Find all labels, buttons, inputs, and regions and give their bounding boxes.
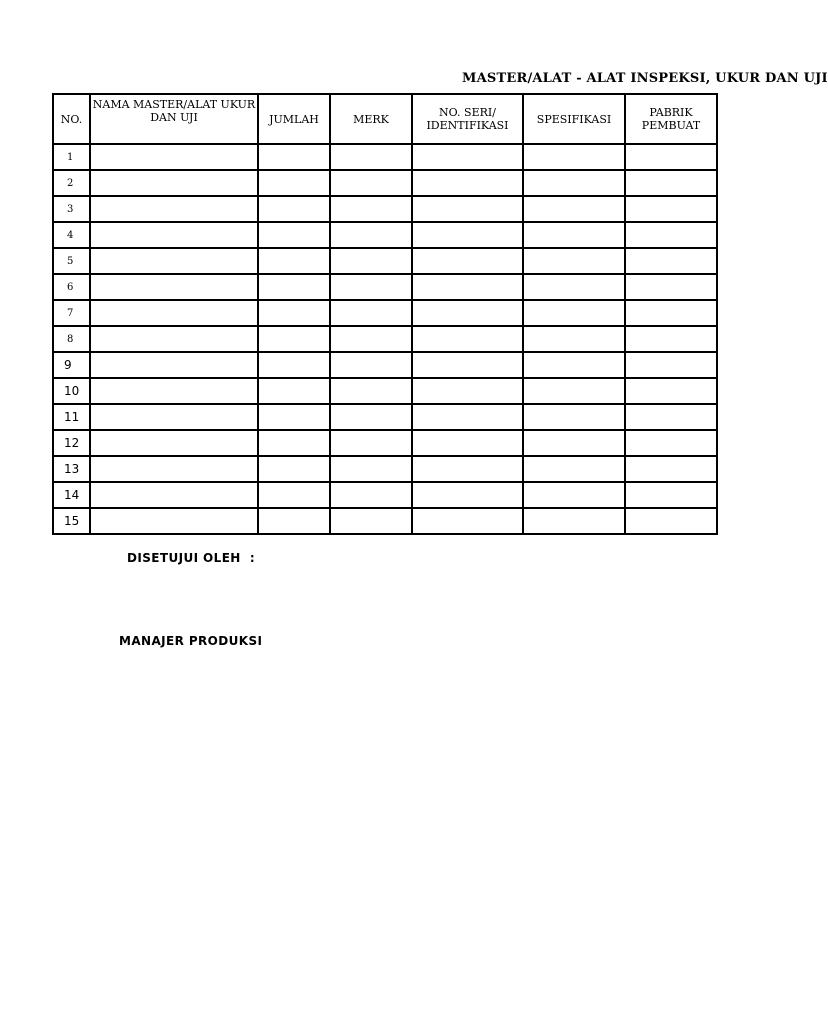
no-seri-cell[interactable] bbox=[412, 300, 523, 326]
row-number: 8 bbox=[53, 326, 90, 352]
nama-cell[interactable] bbox=[90, 404, 258, 430]
nama-cell[interactable] bbox=[90, 508, 258, 534]
jumlah-cell[interactable] bbox=[258, 170, 330, 196]
nama-cell[interactable] bbox=[90, 430, 258, 456]
jumlah-cell[interactable] bbox=[258, 248, 330, 274]
table-row bbox=[53, 430, 717, 456]
pabrik-cell[interactable] bbox=[625, 196, 717, 222]
merk-cell[interactable] bbox=[330, 456, 412, 482]
row-number: 9 bbox=[53, 352, 90, 378]
table-row bbox=[53, 222, 717, 248]
spesifikasi-cell[interactable] bbox=[523, 430, 625, 456]
nama-cell[interactable] bbox=[90, 326, 258, 352]
jumlah-cell[interactable] bbox=[258, 404, 330, 430]
pabrik-cell[interactable] bbox=[625, 274, 717, 300]
spesifikasi-cell[interactable] bbox=[523, 404, 625, 430]
table-row bbox=[53, 482, 717, 508]
jumlah-cell[interactable] bbox=[258, 144, 330, 170]
table-row bbox=[53, 404, 717, 430]
nama-cell[interactable] bbox=[90, 300, 258, 326]
nama-cell[interactable] bbox=[90, 378, 258, 404]
spesifikasi-cell[interactable] bbox=[523, 144, 625, 170]
no-seri-cell[interactable] bbox=[412, 248, 523, 274]
table-body bbox=[53, 144, 717, 534]
pabrik-cell[interactable] bbox=[625, 352, 717, 378]
no-seri-cell[interactable] bbox=[412, 378, 523, 404]
spesifikasi-cell[interactable] bbox=[523, 274, 625, 300]
merk-cell[interactable] bbox=[330, 144, 412, 170]
spesifikasi-cell[interactable] bbox=[523, 352, 625, 378]
merk-cell[interactable] bbox=[330, 170, 412, 196]
no-seri-cell[interactable] bbox=[412, 430, 523, 456]
row-number: 6 bbox=[53, 274, 90, 300]
table-row bbox=[53, 300, 717, 326]
pabrik-cell[interactable] bbox=[625, 378, 717, 404]
row-number: 5 bbox=[53, 248, 90, 274]
merk-cell[interactable] bbox=[330, 196, 412, 222]
merk-cell[interactable] bbox=[330, 248, 412, 274]
no-seri-cell[interactable] bbox=[412, 274, 523, 300]
table-row bbox=[53, 352, 717, 378]
spesifikasi-cell[interactable] bbox=[523, 378, 625, 404]
no-seri-cell[interactable] bbox=[412, 404, 523, 430]
spesifikasi-cell[interactable] bbox=[523, 222, 625, 248]
merk-cell[interactable] bbox=[330, 352, 412, 378]
table-row bbox=[53, 144, 717, 170]
spesifikasi-cell[interactable] bbox=[523, 456, 625, 482]
nama-cell[interactable] bbox=[90, 274, 258, 300]
merk-cell[interactable] bbox=[330, 222, 412, 248]
no-seri-cell[interactable] bbox=[412, 508, 523, 534]
row-number: 13 bbox=[53, 456, 90, 482]
pabrik-cell[interactable] bbox=[625, 248, 717, 274]
no-seri-cell[interactable] bbox=[412, 352, 523, 378]
jumlah-cell[interactable] bbox=[258, 430, 330, 456]
spesifikasi-cell[interactable] bbox=[523, 482, 625, 508]
pabrik-cell[interactable] bbox=[625, 404, 717, 430]
column-header-nama: NAMA MASTER/ALAT UKUR DAN UJI bbox=[90, 94, 258, 144]
spesifikasi-cell[interactable] bbox=[523, 248, 625, 274]
column-header-pabrik: PABRIK PEMBUAT bbox=[625, 94, 717, 144]
row-number: 1 bbox=[53, 144, 90, 170]
jumlah-cell[interactable] bbox=[258, 300, 330, 326]
merk-cell[interactable] bbox=[330, 300, 412, 326]
nama-cell[interactable] bbox=[90, 352, 258, 378]
pabrik-cell[interactable] bbox=[625, 300, 717, 326]
merk-cell[interactable] bbox=[330, 430, 412, 456]
table-row bbox=[53, 326, 717, 352]
table-row bbox=[53, 456, 717, 482]
pabrik-cell[interactable] bbox=[625, 508, 717, 534]
merk-cell[interactable] bbox=[330, 404, 412, 430]
no-seri-cell[interactable] bbox=[412, 482, 523, 508]
spesifikasi-cell[interactable] bbox=[523, 326, 625, 352]
row-number: 14 bbox=[53, 482, 90, 508]
column-header-no: NO. bbox=[53, 94, 90, 144]
row-number: 2 bbox=[53, 170, 90, 196]
no-seri-cell[interactable] bbox=[412, 326, 523, 352]
merk-cell[interactable] bbox=[330, 482, 412, 508]
nama-cell[interactable] bbox=[90, 170, 258, 196]
signer-title: MANAJER PRODUKSI bbox=[119, 634, 263, 648]
pabrik-cell[interactable] bbox=[625, 326, 717, 352]
row-number: 4 bbox=[53, 222, 90, 248]
table-row bbox=[53, 508, 717, 534]
table-row bbox=[53, 248, 717, 274]
jumlah-cell[interactable] bbox=[258, 378, 330, 404]
inventory-table bbox=[52, 93, 718, 535]
jumlah-cell[interactable] bbox=[258, 508, 330, 534]
column-header-merk: MERK bbox=[330, 94, 412, 144]
column-header-spesifikasi: SPESIFIKASI bbox=[523, 94, 625, 144]
spesifikasi-cell[interactable] bbox=[523, 170, 625, 196]
pabrik-cell[interactable] bbox=[625, 170, 717, 196]
merk-cell[interactable] bbox=[330, 378, 412, 404]
column-header-no-seri: NO. SERI/ IDENTIFIKASI bbox=[412, 94, 523, 144]
pabrik-cell[interactable] bbox=[625, 430, 717, 456]
table-row bbox=[53, 378, 717, 404]
table-row bbox=[53, 274, 717, 300]
nama-cell[interactable] bbox=[90, 248, 258, 274]
merk-cell[interactable] bbox=[330, 274, 412, 300]
jumlah-cell[interactable] bbox=[258, 482, 330, 508]
nama-cell[interactable] bbox=[90, 144, 258, 170]
no-seri-cell[interactable] bbox=[412, 196, 523, 222]
merk-cell[interactable] bbox=[330, 326, 412, 352]
row-number: 3 bbox=[53, 196, 90, 222]
spesifikasi-cell[interactable] bbox=[523, 300, 625, 326]
row-number: 12 bbox=[53, 430, 90, 456]
nama-cell[interactable] bbox=[90, 222, 258, 248]
spesifikasi-cell[interactable] bbox=[523, 508, 625, 534]
jumlah-cell[interactable] bbox=[258, 222, 330, 248]
jumlah-cell[interactable] bbox=[258, 326, 330, 352]
page-title: MASTER/ALAT - ALAT INSPEKSI, UKUR DAN UJI bbox=[462, 71, 828, 86]
row-number: 10 bbox=[53, 378, 90, 404]
jumlah-cell[interactable] bbox=[258, 456, 330, 482]
table-row bbox=[53, 170, 717, 196]
nama-cell[interactable] bbox=[90, 456, 258, 482]
jumlah-cell[interactable] bbox=[258, 352, 330, 378]
jumlah-cell[interactable] bbox=[258, 274, 330, 300]
nama-cell[interactable] bbox=[90, 482, 258, 508]
no-seri-cell[interactable] bbox=[412, 170, 523, 196]
no-seri-cell[interactable] bbox=[412, 144, 523, 170]
row-number: 7 bbox=[53, 300, 90, 326]
pabrik-cell[interactable] bbox=[625, 144, 717, 170]
pabrik-cell[interactable] bbox=[625, 482, 717, 508]
column-header-jumlah: JUMLAH bbox=[258, 94, 330, 144]
table-row bbox=[53, 196, 717, 222]
merk-cell[interactable] bbox=[330, 508, 412, 534]
no-seri-cell[interactable] bbox=[412, 456, 523, 482]
jumlah-cell[interactable] bbox=[258, 196, 330, 222]
header-row bbox=[53, 94, 717, 144]
pabrik-cell[interactable] bbox=[625, 456, 717, 482]
pabrik-cell[interactable] bbox=[625, 222, 717, 248]
no-seri-cell[interactable] bbox=[412, 222, 523, 248]
approval-label: DISETUJUI OLEH : bbox=[127, 551, 256, 565]
row-number: 11 bbox=[53, 404, 90, 430]
nama-cell[interactable] bbox=[90, 196, 258, 222]
spesifikasi-cell[interactable] bbox=[523, 196, 625, 222]
row-number: 15 bbox=[53, 508, 90, 534]
